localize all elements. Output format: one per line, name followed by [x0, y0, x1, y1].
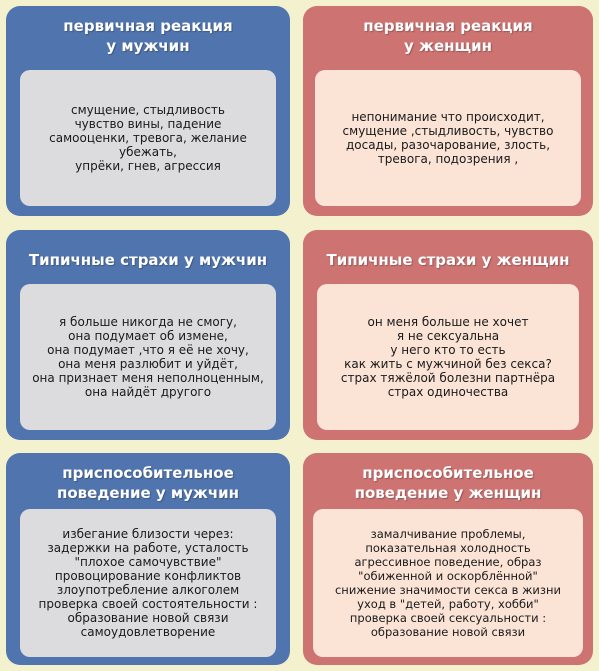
women-typical-fears-card	[303, 230, 593, 440]
title-line: приспособительное	[62, 464, 234, 482]
text-line: смущение, стыдливость	[71, 103, 225, 117]
women-adaptive-behavior-card	[303, 453, 593, 665]
text-line: он меня больше не хочет	[367, 315, 529, 329]
title-line: первичная реакция	[63, 17, 233, 35]
card-content	[315, 70, 581, 206]
card-content	[317, 284, 579, 430]
text-line: досады, разочарование, злость,	[345, 138, 551, 152]
text-line: у него кто то есть	[390, 343, 506, 357]
text-line: она признает меня неполноценным,	[32, 371, 264, 385]
title-line: у женщин	[404, 37, 492, 55]
text-line: страх одиночества	[387, 385, 509, 399]
text-line: как жить с мужчиной без секса?	[344, 357, 552, 371]
text-line: избегание близости через:	[62, 527, 234, 541]
card-content	[20, 70, 276, 206]
text-line: упрёки, гнев, агрессия	[75, 159, 221, 173]
text-line: я больше никогда не смогу,	[59, 315, 237, 329]
text-line: проверка своей сексуальности :	[349, 611, 547, 625]
card-content	[20, 284, 276, 430]
card-title	[303, 250, 593, 270]
text-line: замалчивание проблемы,	[370, 527, 526, 541]
text-line: чувство вины, падение	[74, 117, 222, 131]
title-line: у мужчин	[106, 37, 190, 55]
text-line: снижение значимости секса в жизни	[334, 583, 562, 597]
text-line: тревога, подозрения ,	[377, 152, 519, 166]
text-line: "плохое самочувствие"	[74, 555, 222, 569]
text-line: она меня разлюбит и уйдёт,	[58, 357, 238, 371]
text-line: самоудовлетворение	[80, 625, 216, 639]
text-line: провоцирование конфликтов	[54, 569, 242, 583]
title-line: первичная реакция	[363, 17, 533, 35]
text-line: она подумает об измене,	[68, 329, 228, 343]
text-line: страх тяжёлой болезни партнёра	[340, 371, 556, 385]
title-line: Типичные страхи у женщин	[326, 251, 570, 269]
text-line: уход в "детей, работу, хобби"	[357, 597, 539, 611]
men-adaptive-behavior-card	[6, 453, 290, 665]
text-line: она найдёт другого	[84, 385, 212, 399]
card-title	[303, 16, 593, 56]
card-title	[6, 250, 290, 270]
card-content	[313, 509, 583, 657]
text-line: самооценки, тревога, желание	[49, 131, 247, 145]
women-primary-reaction-card	[303, 6, 593, 216]
text-line: "обиженной и оскорблённой"	[358, 569, 538, 583]
title-line: поведение у женщин	[354, 484, 542, 502]
text-line: показательная холодность	[365, 541, 531, 555]
text-line: злоупотребление алкоголем	[56, 583, 240, 597]
text-line: образование новой связи	[67, 611, 229, 625]
title-line: Типичные страхи у мужчин	[28, 251, 268, 269]
text-line: задержки на работе, усталость	[47, 541, 249, 555]
men-typical-fears-card	[6, 230, 290, 440]
men-primary-reaction-card	[6, 6, 290, 216]
card-title	[303, 463, 593, 503]
text-line: непонимание что происходит,	[351, 110, 545, 124]
text-line: проверка своей состоятельности :	[38, 597, 258, 611]
card-title	[6, 16, 290, 56]
title-line: поведение у мужчин	[56, 484, 240, 502]
text-line: убежать,	[119, 145, 177, 159]
card-title	[6, 463, 290, 503]
text-line: смущение ,стыдливость, чувство	[342, 124, 554, 138]
text-line: агрессивное поведение, образ	[354, 555, 542, 569]
text-line: я не сексуальна	[396, 329, 500, 343]
text-line: образование новой связи	[370, 625, 526, 639]
title-line: приспособительное	[362, 464, 534, 482]
card-content	[20, 509, 276, 657]
text-line: она подумает ,что я её не хочу,	[47, 343, 249, 357]
